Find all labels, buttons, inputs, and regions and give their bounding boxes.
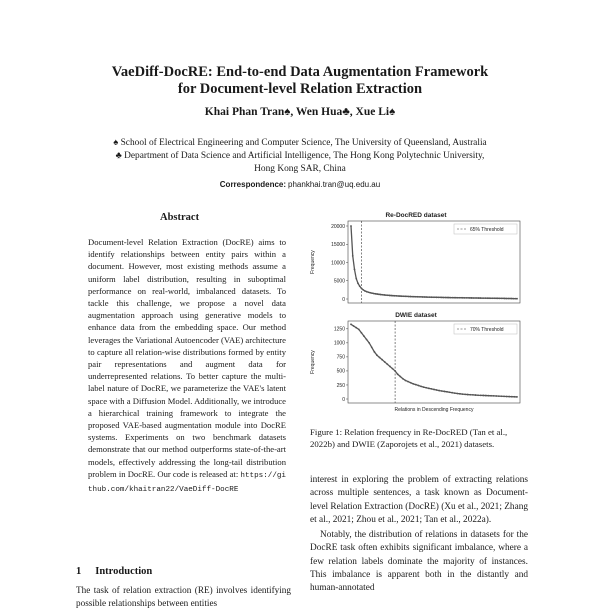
chart2-data-point — [415, 384, 417, 386]
chart1-data-point — [450, 297, 452, 299]
chart1-data-point — [368, 291, 370, 293]
chart1-data-point — [385, 294, 387, 296]
chart2-data-point — [350, 323, 352, 325]
chart1-data-point — [373, 293, 375, 295]
chart1-data-point — [483, 297, 485, 299]
chart1-data-point — [448, 297, 450, 299]
chart2-data-point — [405, 380, 407, 382]
chart2-data-point — [503, 395, 505, 397]
chart1-title: Re-DocRED dataset — [385, 212, 447, 219]
chart1-data-point — [469, 297, 471, 299]
chart1-data-point — [354, 269, 356, 271]
chart2-data-point — [482, 395, 484, 397]
chart2-data-point — [420, 385, 422, 387]
chart1-data-point — [493, 297, 495, 299]
chart2-data-point — [506, 396, 508, 398]
chart2-ylabel: Frequency — [310, 350, 316, 374]
chart2-data-point — [431, 388, 433, 390]
chart1-data-point — [382, 294, 384, 296]
chart1-data-point — [486, 297, 488, 299]
chart2-data-point — [389, 366, 391, 368]
chart2-data-point — [418, 385, 420, 387]
chart1-data-point — [432, 296, 434, 298]
chart2-data-point — [438, 390, 440, 392]
chart2-data-point — [456, 393, 458, 395]
chart1-data-point — [453, 297, 455, 299]
chart1-data-point — [430, 296, 432, 298]
chart2-data-point — [446, 391, 448, 393]
chart1-data-point — [485, 297, 487, 299]
chart2-data-point — [373, 351, 375, 353]
chart2-data-point — [399, 376, 401, 378]
chart2-data-point — [514, 396, 516, 398]
chart1-data-point — [411, 296, 413, 298]
chart1-data-point — [488, 297, 490, 299]
chart1-data-point — [500, 297, 502, 299]
chart1-ytick-label: 0 — [342, 296, 345, 303]
chart2-data-point — [485, 395, 487, 397]
chart1-data-point — [423, 296, 425, 298]
chart1-data-point — [513, 298, 515, 300]
chart1-data-point — [364, 290, 366, 292]
chart2-data-point — [443, 391, 445, 393]
chart2-data-point — [462, 393, 464, 395]
chart2-title: DWIE dataset — [395, 312, 437, 319]
chart1-data-point — [443, 297, 445, 299]
chart1-data-point — [516, 298, 518, 300]
chart1-data-point — [478, 297, 480, 299]
chart1-data-point — [462, 297, 464, 299]
chart1-data-point — [355, 278, 357, 280]
chart2-data-point — [368, 342, 370, 344]
intro-text: The task of relation extraction (RE) involves identifying possible relationships between entities — [76, 585, 291, 608]
chart1-data-point — [389, 295, 391, 297]
chart1-data-point — [479, 297, 481, 299]
chart2-data-point — [371, 346, 373, 348]
chart2-data-point — [402, 378, 404, 380]
chart2-data-point — [397, 373, 399, 375]
chart2-data-point — [360, 332, 362, 334]
intro-heading — [76, 566, 166, 577]
chart2-ytick-label: 250 — [336, 382, 345, 389]
chart2-data-point — [467, 394, 469, 396]
chart1-ytick-label: 20000 — [331, 223, 345, 230]
chart2-data-point — [392, 368, 394, 370]
chart1-data-point — [499, 297, 501, 299]
chart1-data-point — [413, 296, 415, 298]
chart1-data-point — [455, 297, 457, 299]
chart1-data-point — [507, 298, 509, 300]
chart2-data-point — [441, 390, 443, 392]
chart2-data-point — [376, 354, 378, 356]
chart2-data-point — [410, 382, 412, 384]
chart2-data-point — [436, 389, 438, 391]
chart1-data-point — [511, 298, 513, 300]
chart1-ylabel: Frequency — [310, 250, 316, 274]
paper-title-line1: VaeDiff-DocRE: End-to-end Data Augmentation Framework — [111, 64, 489, 80]
chart2-data-point — [493, 395, 495, 397]
chart1-data-point — [420, 296, 422, 298]
chart2-data-point — [425, 387, 427, 389]
chart1-data-point — [497, 297, 499, 299]
chart1-data-point — [394, 295, 396, 297]
intro-number: 1 — [76, 566, 82, 577]
chart1-data-point — [406, 296, 408, 298]
chart1-data-point — [357, 282, 359, 284]
chart2-data-point — [508, 396, 510, 398]
chart1-data-point — [422, 296, 424, 298]
chart2-data-point — [353, 325, 355, 327]
chart1-data-point — [371, 292, 373, 294]
chart2-data-point — [423, 386, 425, 388]
chart1-data-point — [410, 296, 412, 298]
chart1-data-point — [415, 296, 417, 298]
chart2-legend-label: 70% Threshold — [470, 327, 504, 333]
chart1-data-point — [397, 295, 399, 297]
chart2-data-point — [469, 394, 471, 396]
chart2-data-point — [490, 395, 492, 397]
paper-title — [0, 64, 600, 98]
chart2-data-point — [358, 328, 360, 330]
chart2-data-point — [454, 392, 456, 394]
chart1-data-point — [439, 296, 441, 298]
chart1-data-point — [471, 297, 473, 299]
chart2-data-point — [355, 327, 357, 329]
chart1-ytick-label: 15000 — [331, 242, 345, 249]
chart1-data-point — [369, 292, 371, 294]
chart2-data-point — [516, 396, 518, 398]
chart1-data-point — [425, 296, 427, 298]
chart1-data-point — [399, 295, 401, 297]
chart2-ytick-label: 750 — [336, 354, 345, 361]
figure-caption: Figure 1: Relation frequency in Re-DocRED (Tan et al., 2022b) and DWIE (Zaporojets et al., 2021) datasets. — [310, 427, 508, 450]
chart1-data-point — [434, 296, 436, 298]
chart1-data-point — [460, 297, 462, 299]
paper-authors: Khai Phan Tran♠, Wen Hua♣, Xue Li♠ — [204, 106, 396, 118]
chart1-data-point — [492, 297, 494, 299]
chart1-data-point — [481, 297, 483, 299]
chart1-data-point — [418, 296, 420, 298]
chart1-data-point — [467, 297, 469, 299]
chart2-data-point — [384, 361, 386, 363]
chart1-data-point — [401, 295, 403, 297]
code-url[interactable]: https://github.com/khaitran22/VaeDiff-DocRE — [88, 471, 286, 495]
chart2-ytick-label: 1000 — [333, 340, 345, 347]
chart-redocred — [310, 212, 520, 303]
chart1-ytick-label: 5000 — [333, 278, 345, 285]
affiliation-2a: ♣ Department of Data Science and Artificial Intelligence, The Hong Kong Polytechnic University, — [115, 151, 485, 161]
correspondence-email: phankhai.tran@uq.edu.au — [288, 180, 381, 189]
chart1-data-point — [504, 298, 506, 300]
paper-title-line2: for Document-level Relation Extraction — [177, 81, 423, 97]
chart2-data-point — [381, 359, 383, 361]
chart1-data-point — [441, 297, 443, 299]
chart1-data-point — [444, 297, 446, 299]
chart1-data-point — [378, 293, 380, 295]
affiliation-2b: Hong Kong SAR, China — [254, 164, 346, 174]
abstract-heading: Abstract — [160, 212, 200, 223]
correspondence-label: Correspondence: — [219, 180, 287, 189]
chart1-data-point — [457, 297, 459, 299]
chart2-data-point — [459, 393, 461, 395]
right-paragraph-2: Notably, the distribution of relations in datasets for the DocRE task often exhibits significant imbalance, where a few relation labels dominate the majority of instances. This imbalance is apparent both in the distantly and human-annotated — [310, 530, 528, 594]
chart2-data-point — [511, 396, 513, 398]
chart2-data-point — [449, 391, 451, 393]
abstract-body — [88, 236, 286, 496]
chart1-data-point — [495, 297, 497, 299]
chart1-data-point — [359, 285, 361, 287]
chart2-ytick-label: 1250 — [333, 326, 345, 333]
chart1-data-point — [352, 255, 354, 257]
chart2-data-point — [464, 393, 466, 395]
chart2-data-point — [488, 395, 490, 397]
chart2-data-point — [412, 383, 414, 385]
chart1-data-point — [403, 295, 405, 297]
chart1-data-point — [380, 294, 382, 296]
chart1-data-point — [417, 296, 419, 298]
chart2-ytick-label: 500 — [336, 368, 345, 375]
chart1-data-point — [427, 296, 429, 298]
chart-dwie — [310, 312, 520, 413]
intro-title: Introduction — [95, 566, 153, 577]
chart2-data-point — [498, 395, 500, 397]
chart1-ytick-label: 10000 — [331, 260, 345, 267]
right-paragraph-1: interest in exploring the problem of extracting relations across multiple sentences, a task known as Document-level Relation Extraction (DocRE) (Xu et al., 2021; Zhang et al., 2021; Zhou et al., 2021; Tan et al., 2022a). — [310, 475, 528, 525]
chart1-data-point — [383, 294, 385, 296]
chart1-data-point — [376, 293, 378, 295]
chart1-data-point — [436, 296, 438, 298]
chart1-data-point — [396, 295, 398, 297]
chart1-data-point — [392, 295, 394, 297]
chart2-series-line — [351, 324, 517, 397]
chart2-data-point — [480, 394, 482, 396]
chart1-data-point — [408, 296, 410, 298]
chart1-data-point — [375, 293, 377, 295]
chart1-data-point — [509, 298, 511, 300]
chart1-data-point — [476, 297, 478, 299]
chart2-data-point — [477, 394, 479, 396]
chart2-data-point — [501, 395, 503, 397]
chart2-ytick-label: 0 — [342, 396, 345, 403]
chart1-data-point — [506, 298, 508, 300]
chart1-data-point — [464, 297, 466, 299]
chart2-data-point — [386, 363, 388, 365]
chart1-data-point — [451, 297, 453, 299]
chart1-data-point — [446, 297, 448, 299]
chart2-data-point — [472, 394, 474, 396]
chart1-data-point — [366, 291, 368, 293]
chart1-data-point — [514, 298, 516, 300]
chart1-data-point — [502, 298, 504, 300]
chart2-data-point — [394, 370, 396, 372]
chart2-data-point — [495, 395, 497, 397]
chart1-data-point — [361, 288, 363, 290]
chart2-data-point — [379, 357, 381, 359]
chart1-data-point — [404, 295, 406, 297]
chart2-data-point — [433, 389, 435, 391]
chart1-data-point — [350, 225, 352, 227]
correspondence — [0, 180, 600, 189]
figure-1 — [308, 208, 530, 420]
affiliation-1: ♠ School of Electrical Engineering and Computer Science, The University of Queensland, Australia — [113, 138, 487, 148]
abstract-text: Document-level Relation Extraction (DocRE) aims to identify relationships between entity pairs within a document. However, most existing methods assume a uniform label distribution, resulting in suboptimal performance on real-world, imbalanced datasets. To tackle this challenge, we propose a novel data augmentation approach using generative models to enhance data from the embedding space. Our method leverages the Variational Autoencoder (VAE) architecture to capture all relation-wise distributions formed by entity pair representations and augment data for underrepresented relations. To better capture the multi-label nature of DocRE, we parameterize the VAE's latent space with a Diffusion Model. Additionally, we introduce a hierarchical training framework to integrate the proposed VAE-based augmentation module into DocRE systems. Experiments on two benchmark datasets demonstrate that our method outperforms state-of-the-art models, effectively addressing the long-tail distribution problem in DocRE. Our code is released at: — [88, 237, 286, 479]
chart2-data-point — [428, 387, 430, 389]
chart1-series-line — [351, 226, 517, 299]
chart2-xlabel: Relations in Descending Frequency — [394, 407, 474, 413]
chart1-data-point — [390, 295, 392, 297]
chart2-data-point — [363, 335, 365, 337]
right-column-text — [310, 474, 528, 596]
chart1-data-point — [387, 294, 389, 296]
chart2-data-point — [475, 394, 477, 396]
chart1-data-point — [362, 289, 364, 291]
chart1-data-point — [437, 296, 439, 298]
chart1-data-point — [474, 297, 476, 299]
chart1-legend-label: 65% Threshold — [470, 227, 504, 233]
chart1-data-point — [472, 297, 474, 299]
chart1-data-point — [465, 297, 467, 299]
chart1-data-point — [458, 297, 460, 299]
chart1-data-point — [429, 296, 431, 298]
chart2-data-point — [407, 381, 409, 383]
chart2-data-point — [366, 339, 368, 341]
chart1-data-point — [490, 297, 492, 299]
chart2-data-point — [451, 392, 453, 394]
